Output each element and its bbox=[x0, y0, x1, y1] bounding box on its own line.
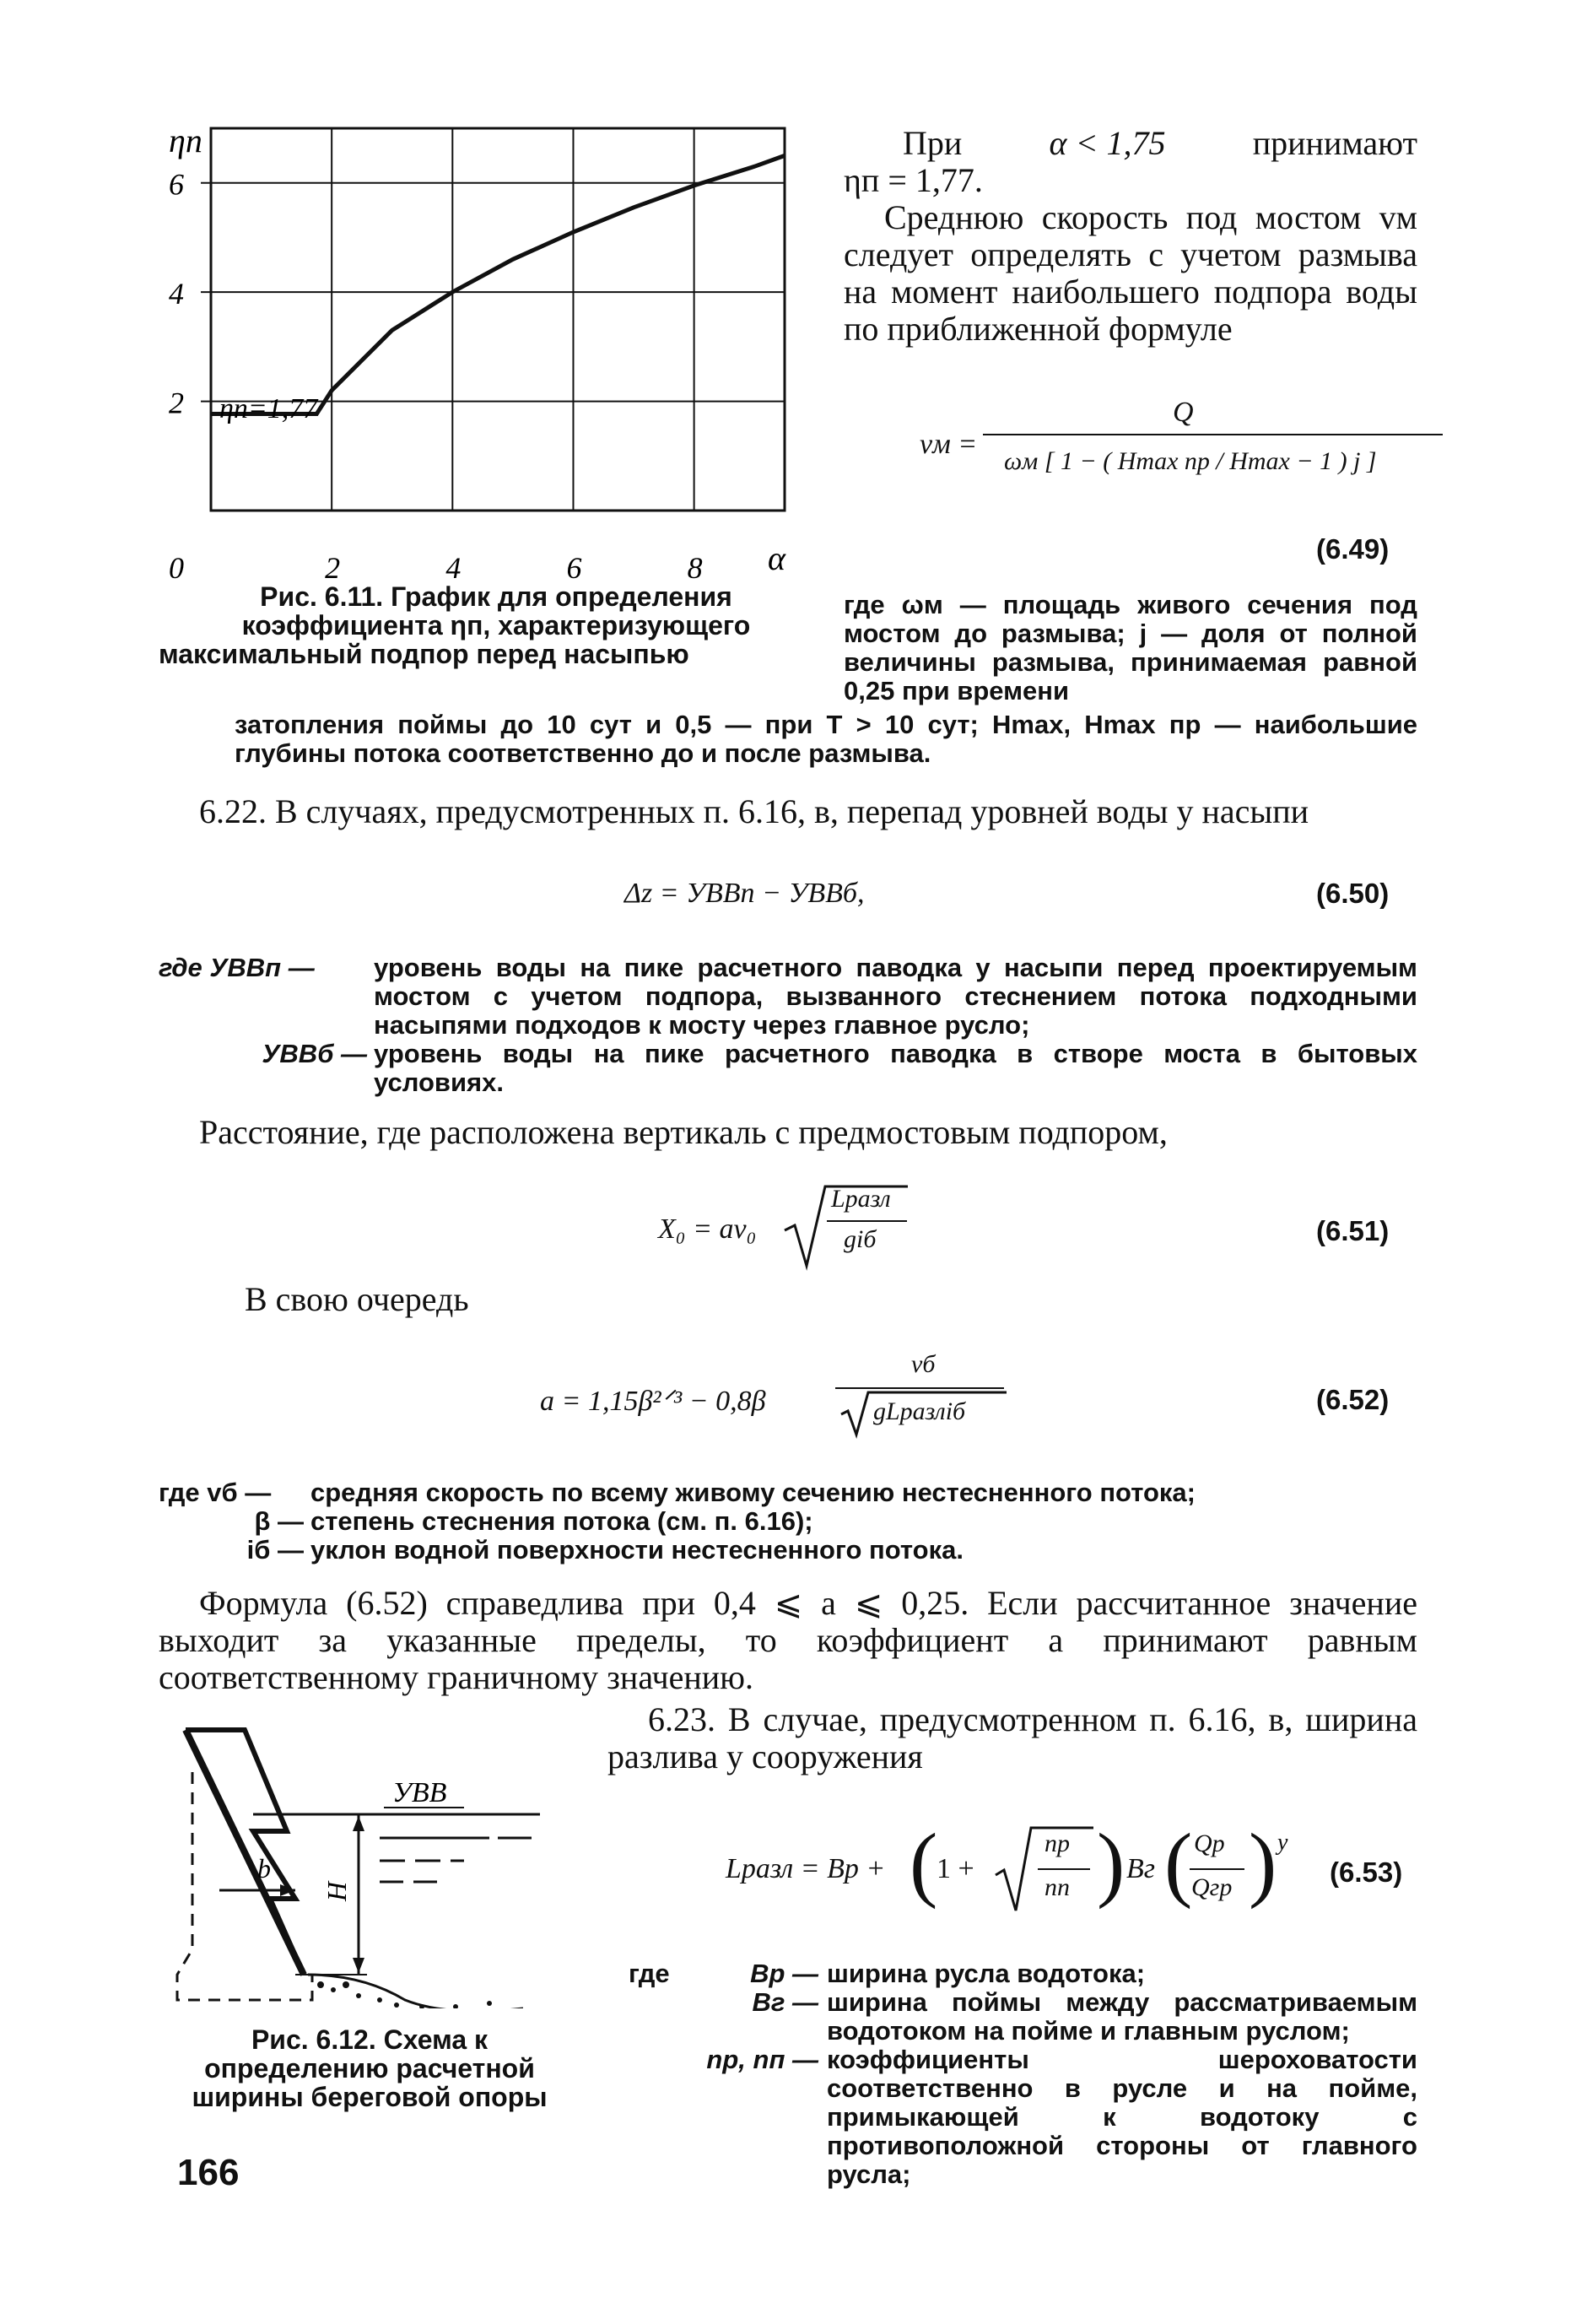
formula-6-53-qden: Qгр bbox=[1191, 1873, 1233, 1901]
formula-6-53-exp: y bbox=[1277, 1829, 1288, 1856]
where-6-49-text: где ωм — площадь живого сечения под мостом до размыва; j — доля от полной величины размыва, принимаемая равной 0,25 при времени bbox=[844, 590, 1417, 705]
formula-6-53 bbox=[726, 1814, 1316, 1932]
formula-6-51 bbox=[658, 1181, 996, 1283]
label-h: H bbox=[321, 1881, 352, 1901]
formula-6-53-den: nп bbox=[1045, 1873, 1070, 1901]
foundation-dashed bbox=[177, 1772, 312, 2000]
figure-caption-6-11-text: Рис. 6.11. График для определения коэффициента ηп, характеризующего максимальный подпор перед насыпью bbox=[159, 581, 751, 669]
para-6-22-text: 6.22. В случаях, предусмотренных п. 6.16, в, перепад уровней воды у насыпи bbox=[199, 792, 1309, 830]
chart-xtick-2: 2 bbox=[325, 551, 341, 585]
h-arrow-top bbox=[353, 1816, 364, 1831]
where-6-50-sym-0: где УВВп — bbox=[159, 953, 315, 982]
formula-6-50-number: (6.50) bbox=[1316, 878, 1390, 909]
formula-6-52-lhs: a = 1,15β²ᐟ³ − 0,8β bbox=[540, 1386, 766, 1417]
where-6-52-text-1: степень стеснения потока (см. п. 6.16); bbox=[310, 1506, 813, 1536]
para-in-turn: В свою очередь bbox=[245, 1280, 469, 1318]
para-6-22 bbox=[159, 793, 1417, 830]
where-6-52-sym-1: β — bbox=[254, 1506, 304, 1536]
formula-6-49-num: Q bbox=[1173, 397, 1194, 428]
where-6-52-item-0 bbox=[159, 1478, 1417, 1507]
formula-6-53-rparen: ) bbox=[1097, 1816, 1125, 1910]
formula-6-53-number: (6.53) bbox=[1330, 1856, 1403, 1888]
formula-6-51-number: (6.51) bbox=[1316, 1215, 1390, 1246]
formula-6-53-qbar bbox=[1190, 1868, 1244, 1870]
para-alpha-condition bbox=[844, 125, 1417, 199]
where-6-49-continued bbox=[235, 711, 1417, 768]
h-arrow-bottom bbox=[353, 1958, 364, 1973]
figure-caption-6-11 bbox=[159, 582, 834, 668]
chart-xtick-4: 4 bbox=[445, 551, 462, 585]
ground-dots bbox=[317, 1981, 492, 2008]
where-6-53-item-0 bbox=[675, 1959, 1417, 1988]
where-6-53-item-1 bbox=[675, 1988, 1417, 2046]
where-6-53-item-2 bbox=[675, 2046, 1417, 2189]
where-6-52-item-1 bbox=[159, 1507, 1417, 1536]
formula-6-52 bbox=[540, 1350, 1063, 1451]
para-6-23 bbox=[607, 1701, 1417, 1775]
formula-6-53-lhs: Lразл = Bр + bbox=[726, 1853, 886, 1884]
formula-6-49-number: (6.49) bbox=[1316, 533, 1390, 565]
abutment-face bbox=[186, 1730, 304, 1975]
where-6-53-text-1: ширина поймы между рассматриваемым водотоком на пойме и главным руслом; bbox=[827, 1987, 1417, 2046]
para-distance: Расстояние, где расположена вертикаль с предмостовым подпором, bbox=[199, 1113, 1168, 1151]
formula-6-52-number: (6.52) bbox=[1316, 1384, 1390, 1415]
where-6-52-text-0: средняя скорость по всему живому сечению нестесненного потока; bbox=[310, 1478, 1196, 1507]
chart-xlabel: α bbox=[768, 539, 785, 577]
where-6-49-continued-text: затопления поймы до 10 сут и 0,5 — при T > 10 сут; Hmax, Hmax пр — наибольшие глубины потока соответственно до и после размыва. bbox=[235, 710, 1417, 768]
formula-6-51-num: Lразл bbox=[831, 1185, 891, 1213]
where-6-50-text-1: уровень воды на пике расчетного паводка в створе моста в бытовых условиях. bbox=[374, 1039, 1417, 1097]
chart-ytick-0: 0 bbox=[169, 551, 184, 585]
formula-6-53-qnum: Qр bbox=[1194, 1829, 1225, 1857]
chart-ytick-2: 2 bbox=[169, 386, 184, 420]
where-6-50-sym-1: УВВб — bbox=[262, 1039, 367, 1068]
label-uvv: УВВ bbox=[392, 1777, 447, 1808]
formula-6-49-bar bbox=[983, 434, 1443, 435]
where-6-53-sym-1: Bг — bbox=[752, 1987, 818, 2017]
formula-6-53-lparen: ( bbox=[910, 1816, 938, 1910]
para-formula-validity bbox=[159, 1585, 1417, 1696]
formula-6-49-den: ωм [ 1 − ( Hmax пр / Hmax − 1 ) j ] bbox=[1004, 447, 1377, 475]
para-alpha-cond: α < 1,75 bbox=[1049, 124, 1166, 162]
formula-6-53-bar bbox=[1038, 1868, 1090, 1870]
chart-ylabel: ηп bbox=[169, 122, 202, 159]
formula-6-53-mid: 1 + bbox=[937, 1853, 974, 1884]
chart-tick-labels bbox=[169, 168, 703, 585]
formula-6-53-lparen2: ( bbox=[1164, 1816, 1193, 1910]
chart-ytick-4: 4 bbox=[169, 277, 184, 311]
where-6-50-text-0: уровень воды на пике расчетного паводка у насыпи перед проектируемым мостом с учетом подпора, вызванного стеснением потока подходными насыпями подходов к мосту через главное русло; bbox=[374, 953, 1417, 1040]
chart-annotation: ηп=1,77 bbox=[219, 393, 318, 424]
formula-6-50: Δz = УВВп − УВВб, bbox=[624, 878, 865, 909]
formula-6-53-rparen2: ) bbox=[1249, 1816, 1277, 1910]
where-6-50 bbox=[159, 954, 1417, 1097]
chart-xtick-6: 6 bbox=[566, 551, 582, 585]
where-6-52 bbox=[159, 1478, 1417, 1565]
para-formula-validity-text: Формула (6.52) справедлива при 0,4 ⩽ a ⩽ 0,25. Если рассчитанное значение выходит за указанные пределы, то коэффициент a принимают равным соответственному граничному значению. bbox=[159, 1584, 1417, 1696]
where-6-52-item-2 bbox=[159, 1536, 1417, 1565]
para-alpha-value: ηп = 1,77. bbox=[844, 161, 983, 199]
where-6-52-text-2: уклон водной поверхности нестесненного потока. bbox=[310, 1535, 964, 1565]
figure-6-12-abutment-scheme bbox=[169, 1721, 548, 2008]
where-6-49 bbox=[844, 591, 1417, 705]
figure-caption-6-12 bbox=[159, 2025, 580, 2111]
page-number: 166 bbox=[177, 2152, 240, 2193]
chart-xtick-8: 8 bbox=[687, 551, 703, 585]
where-6-50-item-0 bbox=[159, 954, 1417, 1040]
formula-6-49-lhs: vм = bbox=[920, 429, 978, 460]
label-b: b bbox=[257, 1853, 271, 1884]
formula-6-52-den: gLразлiб bbox=[873, 1397, 966, 1425]
where-6-52-sym-0: где vб — bbox=[159, 1478, 272, 1507]
formula-6-51-bar bbox=[827, 1220, 907, 1222]
where-6-53-sym-0: Bр — bbox=[750, 1959, 818, 1988]
where-6-53-text-2: коэффициенты шероховатости соответственно в русле и на пойме, примыкающей к водотоку с противоположной стороны от главного русла; bbox=[827, 2045, 1417, 2189]
formula-6-51-den: giб bbox=[844, 1225, 877, 1253]
formula-6-53-num: nр bbox=[1045, 1829, 1070, 1857]
where-6-53-sym-2: nр, nп — bbox=[706, 2045, 818, 2074]
formula-6-53-br: Bг bbox=[1126, 1853, 1156, 1884]
para-alpha-word2: принимают bbox=[1252, 124, 1417, 162]
where-6-53-label: где bbox=[629, 1959, 670, 1988]
para-mean-velocity bbox=[844, 199, 1417, 348]
where-6-53-text-0: ширина русла водотока; bbox=[827, 1959, 1146, 1988]
para-6-23-text: 6.23. В случае, предусмотренном п. 6.16, в, ширина разлива у сооружения bbox=[607, 1700, 1417, 1775]
figure-caption-6-12-text: Рис. 6.12. Схема к определению расчетной ширины береговой опоры bbox=[192, 2024, 548, 2112]
para-alpha-word1: При bbox=[903, 124, 963, 162]
chart-eta-alpha bbox=[152, 118, 810, 591]
para-mean-velocity-text: Среднюю скорость под мостом vм следует определять с учетом размыва на момент наибольшего подпора воды по приближенной формуле bbox=[844, 198, 1417, 348]
where-6-53 bbox=[675, 1959, 1417, 2189]
chart-ytick-6: 6 bbox=[169, 167, 184, 202]
chart-series-line bbox=[211, 155, 785, 413]
formula-6-52-num: vб bbox=[911, 1350, 936, 1378]
formula-6-51-lhs: X₀ = av₀ bbox=[658, 1213, 757, 1245]
where-6-52-sym-2: iб — bbox=[246, 1535, 304, 1565]
where-6-50-item-1 bbox=[159, 1040, 1417, 1097]
formula-6-49 bbox=[920, 397, 1426, 523]
